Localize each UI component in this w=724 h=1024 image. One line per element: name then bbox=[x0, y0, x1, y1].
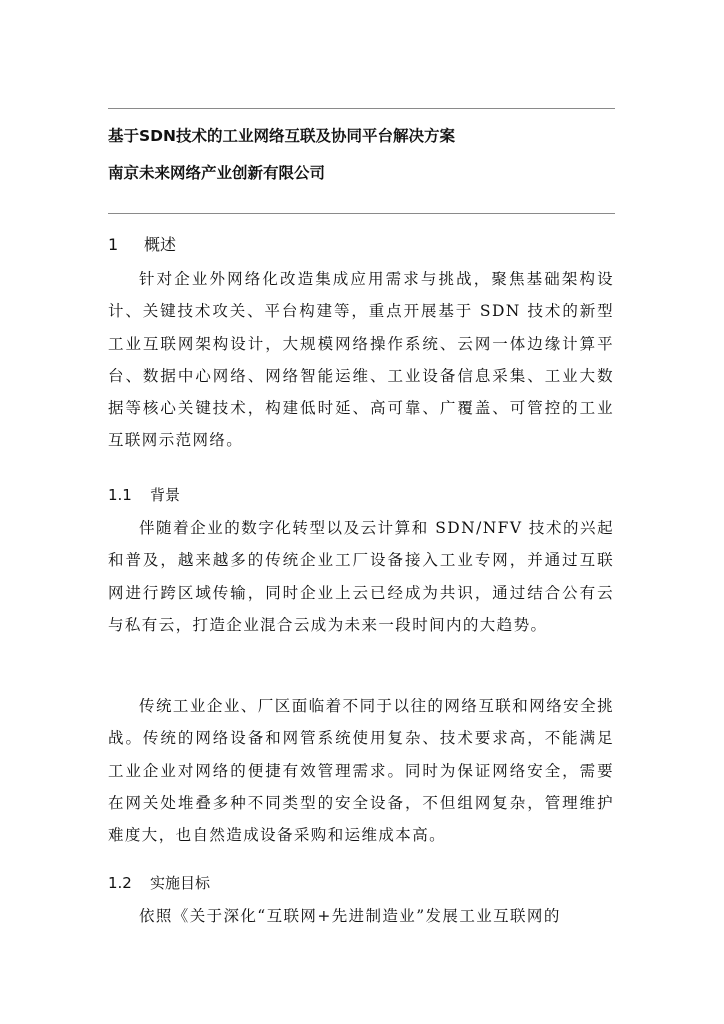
overview-paragraph: 针对企业外网络化改造集成应用需求与挑战，聚焦基础架构设计、关键技术攻关、平台构建等，重点开展基于 SDN 技术的新型工业互联网架构设计，大规模网络操作系统、云网一体边缘计算平台、数据中心网络、网络智能运维、工业设备信息采集、工业大数据等核心关键技术，构建低时延、高可靠、广覆盖、可管控的工业互联网示范网络。 bbox=[108, 270, 614, 450]
section-title: 概述 bbox=[144, 235, 177, 254]
company-name: 南京未来网络产业创新有限公司 bbox=[108, 164, 326, 182]
section-heading-overview bbox=[108, 232, 176, 258]
section-title: 背景 bbox=[150, 486, 181, 504]
section-title: 实施目标 bbox=[150, 874, 211, 892]
background-paragraph-2: 传统工业企业、厂区面临着不同于以往的网络互联和网络安全挑战。传统的网络设备和网管系统使用复杂、技术要求高，不能满足工业企业对网络的便捷有效管理需求。同时为保证网络安全，需要在网关处堆叠多种不同类型的安全设备，不但组网复杂，管理维护难度大，也自然造成设备采购和运维成本高。 bbox=[108, 697, 614, 845]
header-top-rule bbox=[108, 108, 615, 109]
section-heading-goals bbox=[108, 871, 210, 895]
goals-paragraph: 依照《关于深化“互联网+先进制造业”发展工业互联网的 bbox=[139, 907, 561, 925]
section-number: 1.1 bbox=[108, 486, 132, 504]
section-heading-background bbox=[108, 483, 180, 507]
section-number: 1.2 bbox=[108, 874, 132, 892]
background-paragraph-1: 伴随着企业的数字化转型以及云计算和 SDN/NFV 技术的兴起和普及，越来越多的传统企业工厂设备接入工业专网，并通过互联网进行跨区域传输，同时企业上云已经成为共识，通过结合公有云与私有云，打造企业混合云成为未来一段时间内的大趋势。 bbox=[108, 519, 614, 634]
section-number: 1 bbox=[108, 235, 119, 254]
header-bottom-rule bbox=[108, 213, 615, 214]
document-title: 基于SDN技术的工业网络互联及协同平台解决方案 bbox=[108, 127, 456, 145]
